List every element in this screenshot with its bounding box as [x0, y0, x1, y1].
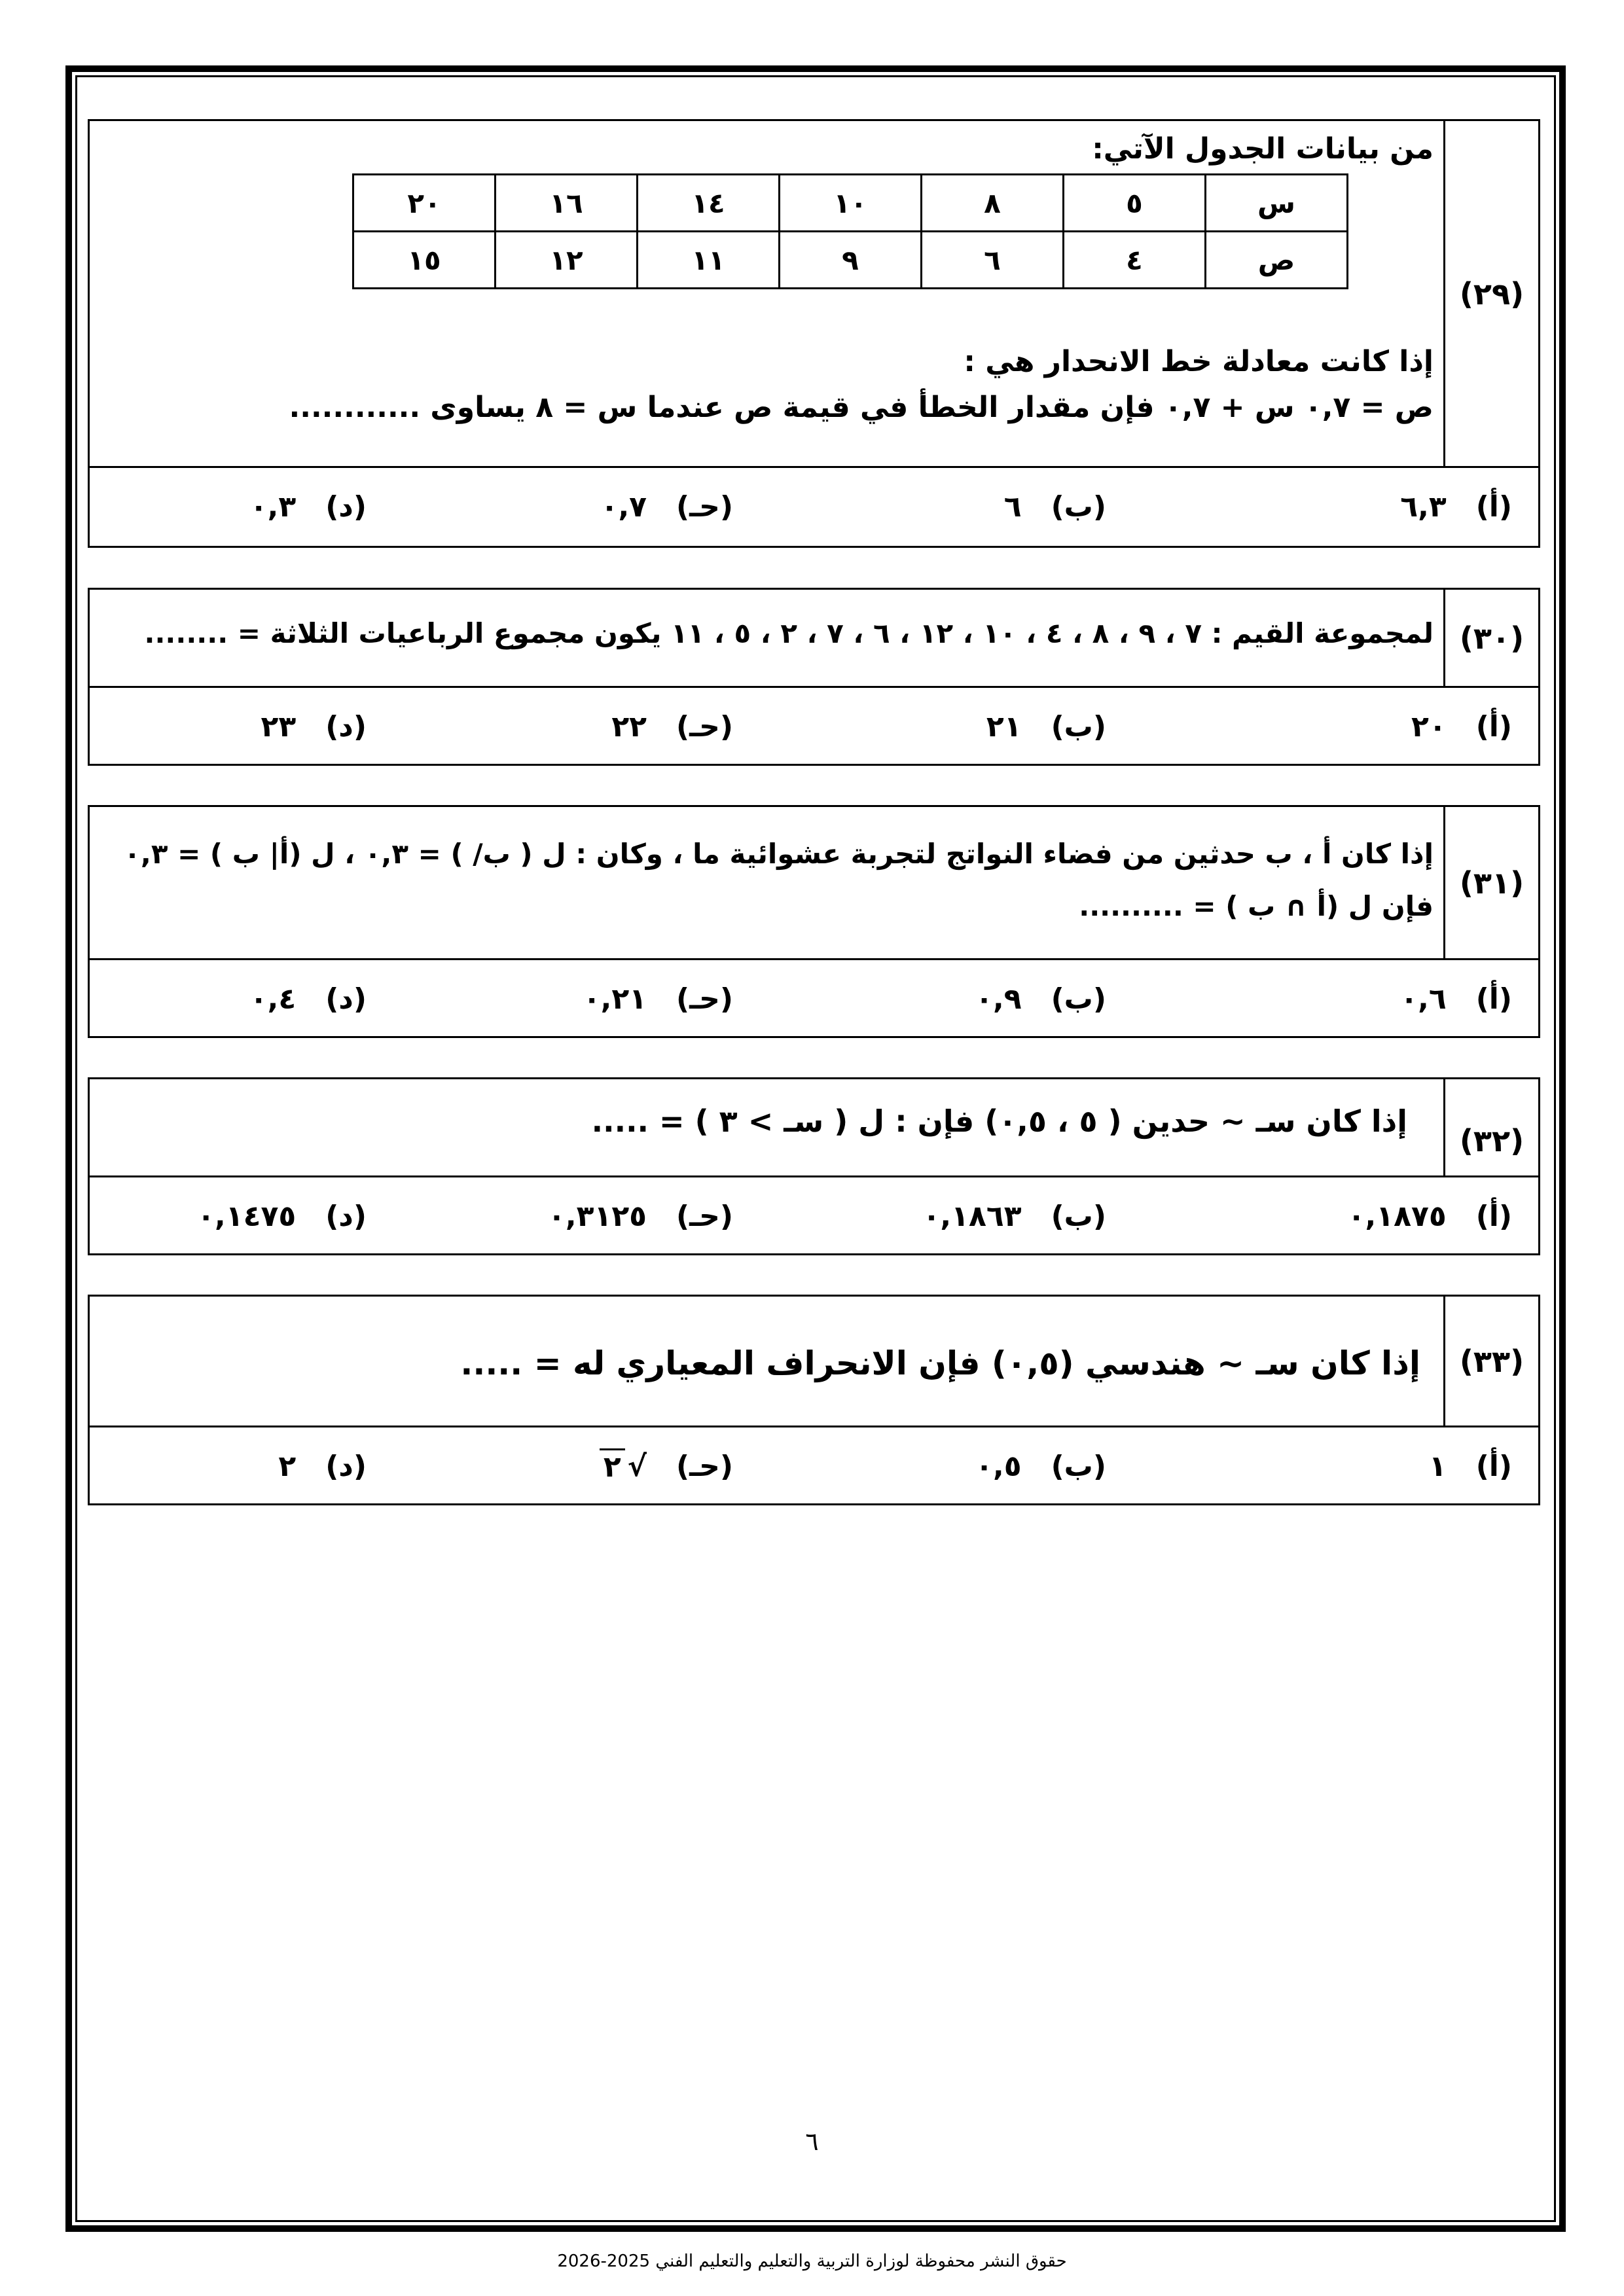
table-cell: ٥: [1064, 175, 1206, 232]
option-d[interactable]: (د) ٠,٤: [249, 982, 367, 1016]
option-c[interactable]: (حـ) ٠,٧: [600, 490, 733, 524]
question-32-body: [90, 1079, 1538, 1177]
option-a[interactable]: (أ) ٠,٦: [1400, 982, 1512, 1016]
table-cell: ١٥: [353, 232, 496, 289]
table-cell: ٤: [1064, 232, 1206, 289]
question-29-body: [90, 121, 1538, 468]
table-cell: ٦: [922, 232, 1064, 289]
question-intro: من بيانات الجدول الآتي:: [1092, 132, 1434, 166]
options-row: [90, 960, 1538, 1037]
question-number: (٣٣): [1443, 1297, 1538, 1426]
table-cell: ١١: [638, 232, 780, 289]
question-number: (٣٢): [1443, 1079, 1538, 1175]
option-c[interactable]: (حـ) ٠,٣١٢٥: [548, 1199, 733, 1233]
option-b[interactable]: (ب) ٠,٩: [975, 982, 1106, 1016]
table-row-y: [353, 232, 1348, 289]
table-cell: ١٤: [638, 175, 780, 232]
question-33-body: [90, 1297, 1538, 1427]
option-b[interactable]: (ب) ٢١: [986, 709, 1106, 744]
table-cell: ١٢: [496, 232, 638, 289]
option-a[interactable]: (أ) ٠,١٨٧٥: [1347, 1199, 1512, 1233]
table-cell: ص: [1206, 232, 1348, 289]
table-cell: ١٦: [496, 175, 638, 232]
question-line: ص = ٠,٧ س + ٠,٧ فإن مقدار الخطأ في قيمة ص عندما س = ٨ يساوى ............: [289, 391, 1434, 424]
table-cell: س: [1206, 175, 1348, 232]
options-row: [90, 468, 1538, 545]
option-d[interactable]: (د) ٠,٣: [249, 490, 367, 524]
table-cell: ٨: [922, 175, 1064, 232]
question-line: فإن ل (أ ∩ ب ) = ..........: [1079, 890, 1434, 922]
option-a[interactable]: (أ) ٢٠: [1411, 709, 1512, 744]
option-d[interactable]: (د) ٢: [278, 1449, 367, 1483]
option-a[interactable]: (أ) ١: [1428, 1449, 1512, 1483]
option-d[interactable]: (د) ٠,١٤٧٥: [197, 1199, 367, 1233]
option-a[interactable]: (أ) ٦,٣: [1400, 490, 1512, 524]
option-c[interactable]: (حـ) √ ٢: [600, 1427, 733, 1505]
table-cell: ٩: [780, 232, 922, 289]
question-33: [88, 1295, 1540, 1505]
question-line: إذا كانت معادلة خط الانحدار هي :: [964, 345, 1434, 378]
square-root-icon: √: [627, 1449, 647, 1483]
table-cell: ٢٠: [353, 175, 496, 232]
question-text: لمجموعة القيم : ٧ ، ٩ ، ٨ ، ٤ ، ١٠ ، ١٢ ، ٦ ، ٧ ، ٢ ، ٥ ، ١١ يكون مجموع الرباعيات الثلاثة = ........: [144, 617, 1434, 649]
question-30-body: [90, 590, 1538, 688]
question-text: إذا كان سـ ~ هندسي (٠,٥) فإن الانحراف المعياري له = .....: [460, 1344, 1420, 1382]
data-table: [352, 173, 1348, 289]
option-c[interactable]: (حـ) ٠,٢١: [583, 982, 733, 1016]
option-b[interactable]: (ب) ٠,١٨٦٣: [922, 1199, 1106, 1233]
option-c[interactable]: (حـ) ٢٢: [611, 709, 733, 744]
option-b[interactable]: (ب) ٦: [1003, 490, 1106, 524]
options-row: [90, 688, 1538, 765]
question-line: إذا كان أ ، ب حدثين من فضاء النواتج لتجربة عشوائية ما ، وكان : ل ( ب/ ) = ٠,٣ ، ل (أ| ب ) = ٠,٣: [124, 838, 1434, 870]
question-29: [88, 119, 1540, 548]
options-row: [90, 1177, 1538, 1255]
options-row: [90, 1427, 1538, 1505]
footer-copyright: حقوق النشر محفوظة لوزارة التربية والتعليم والتعليم الفني 2025-2026: [557, 2251, 1067, 2271]
option-d[interactable]: (د) ٢٣: [261, 709, 367, 744]
table-row-x: [353, 175, 1348, 232]
page-number: ٦: [805, 2127, 819, 2156]
question-number: (٣٠): [1443, 590, 1538, 686]
question-32: [88, 1077, 1540, 1255]
question-31-body: [90, 807, 1538, 960]
question-text: إذا كان سـ ~ حدين ( ٥ ، ٠,٥) فإن : ل ( سـ > ٣ ) = .....: [591, 1103, 1407, 1139]
option-b[interactable]: (ب) ٠,٥: [975, 1449, 1106, 1483]
question-number: (٢٩): [1443, 121, 1538, 466]
question-number: (٣١): [1443, 807, 1538, 958]
table-cell: ١٠: [780, 175, 922, 232]
question-31: [88, 805, 1540, 1038]
question-30: [88, 588, 1540, 766]
